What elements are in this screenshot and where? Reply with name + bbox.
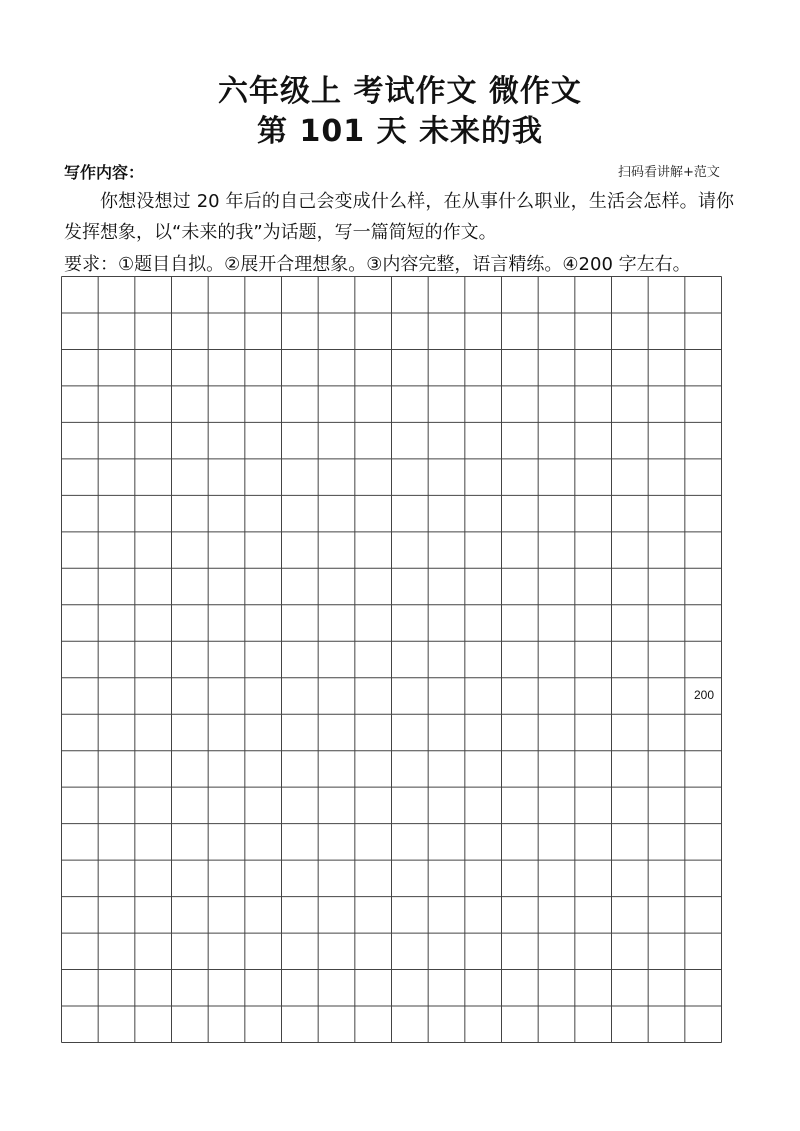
qr-hint-text: 扫码看讲解+范文 [618,165,720,180]
writing-prompt: 你想没想过 20 年后的自己会变成什么样，在从事什么职业，生活会怎样。请你发挥想象，以“未来的我”为话题，写一篇简短的作文。 [64,191,734,243]
writing-content-label: 写作内容： [64,163,145,182]
page-title-line-2: 第 101 天 未来的我 [257,114,543,149]
word-count-marker: 200 [693,688,715,702]
page-title-line-1: 六年级上 考试作文 微作文 [218,74,582,109]
composition-grid-lines [61,276,722,1043]
writing-requirements: 要求：①题目自拟。②展开合理想象。③内容完整，语言精练。④200 字左右。 [64,254,691,275]
composition-grid[interactable] [61,276,722,1043]
